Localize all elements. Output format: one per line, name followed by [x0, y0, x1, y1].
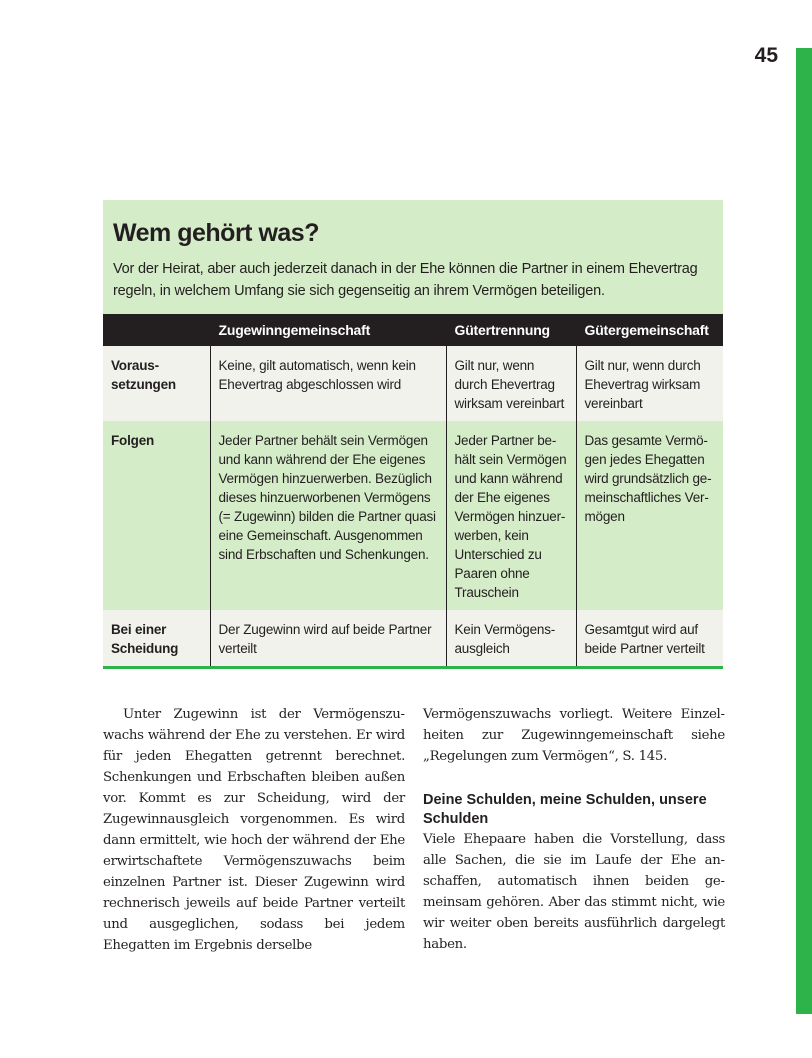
table-cell: Gesamtgut wird auf beide Partner verteilt — [576, 610, 723, 666]
table-row — [103, 421, 723, 610]
info-box — [103, 200, 723, 669]
row-label-voraussetzungen: Voraussetzungen — [103, 346, 210, 421]
table-cell: Gilt nur, wenn durch Ehevertrag wirksam vereinbart — [576, 346, 723, 421]
body-paragraph: Viele Ehepaare haben die Vorstellung, dass alle Sachen, die sie im Laufe der Ehe anschaffen, automatisch ihnen beiden gemeinsam gehören. Aber das stimmt nicht, wie wir weiter oben bereits ausführlich dargelegt haben. — [423, 832, 725, 952]
table-header-corner — [103, 314, 210, 346]
table-cell: Kein Vermögensausgleich — [446, 610, 576, 666]
property-regime-table — [103, 314, 723, 666]
table-cell: Jeder Partner behält sein Vermögen und kann während der Ehe eigenes Vermögen hinzuerwerben, kein Unterschied zu Paaren ohne Trauschein — [446, 421, 576, 610]
row-label-folgen: Folgen — [103, 421, 210, 610]
table-cell: Das gesamte Vermögen jedes Ehegatten wird grundsätzlich gemeinschaftliches Vermögen — [576, 421, 723, 610]
info-box-title: Wem gehört was? — [113, 219, 319, 247]
page-number: 45 — [754, 44, 778, 67]
page-edge-green-bar — [796, 48, 812, 1014]
table-header-guetergemeinschaft: Gütergemeinschaft — [576, 314, 723, 346]
section-heading: Deine Schulden, meine Schulden, unsere Schulden — [423, 792, 707, 827]
table-cell: Jeder Partner behält sein Vermögen und kann während der Ehe eigenes Vermögen hinzuerwerben. Bezüglich dieses hinzuerworbenen Vermögens (= Zugewinn) bilden die Partner quasi eine Gemeinschaft. Ausgenommen sind Erbschaften und Schenkungen. — [210, 421, 446, 610]
table-header-zugewinn: Zugewinngemeinschaft — [210, 314, 446, 346]
table-header-guetertrennung: Gütertrennung — [446, 314, 576, 346]
info-box-intro: Vor der Heirat, aber auch jederzeit danach in der Ehe können die Partner in einem Ehevertrag regeln, in welchem Umfang sie sich gegenseitig an ihrem Vermögen beteiligen. — [113, 261, 698, 299]
row-label-scheidung: Bei einer Scheidung — [103, 610, 210, 666]
table-cell: Keine, gilt automatisch, wenn kein Ehevertrag abgeschlossen wird — [210, 346, 446, 421]
table-header-row — [103, 314, 723, 346]
table-row — [103, 346, 723, 421]
body-column-left — [103, 704, 405, 956]
table-row — [103, 610, 723, 666]
body-column-right — [423, 704, 725, 955]
table-cell: Gilt nur, wenn durch Ehevertrag wirksam vereinbart — [446, 346, 576, 421]
table-cell: Der Zugewinn wird auf beide Partner verteilt — [210, 610, 446, 666]
info-box-bottom-rule — [103, 666, 723, 669]
body-paragraph: Vermögenszuwachs vorliegt. Weitere Einzelheiten zur Zugewinngemeinschaft siehe „Regelungen zum Vermögen“, S. 145. — [423, 707, 725, 764]
body-paragraph: Unter Zugewinn ist der Vermögenszuwachs während der Ehe zu verstehen. Er wird für jeden Ehegatten getrennt berechnet. Schenkungen und Erbschaften bleiben außen vor. Kommt es zur Scheidung, wird der Zugewinnausgleich vorgenommen. Es wird dann ermittelt, wie hoch der während der Ehe erwirtschaftete Vermögenszuwachs beim einzelnen Partner ist. Dieser Zugewinn wird rechnerisch jeweils auf beide Partner verteilt und ausgeglichen, sodass bei jedem Ehegatten im Ergebnis derselbe — [103, 707, 405, 953]
